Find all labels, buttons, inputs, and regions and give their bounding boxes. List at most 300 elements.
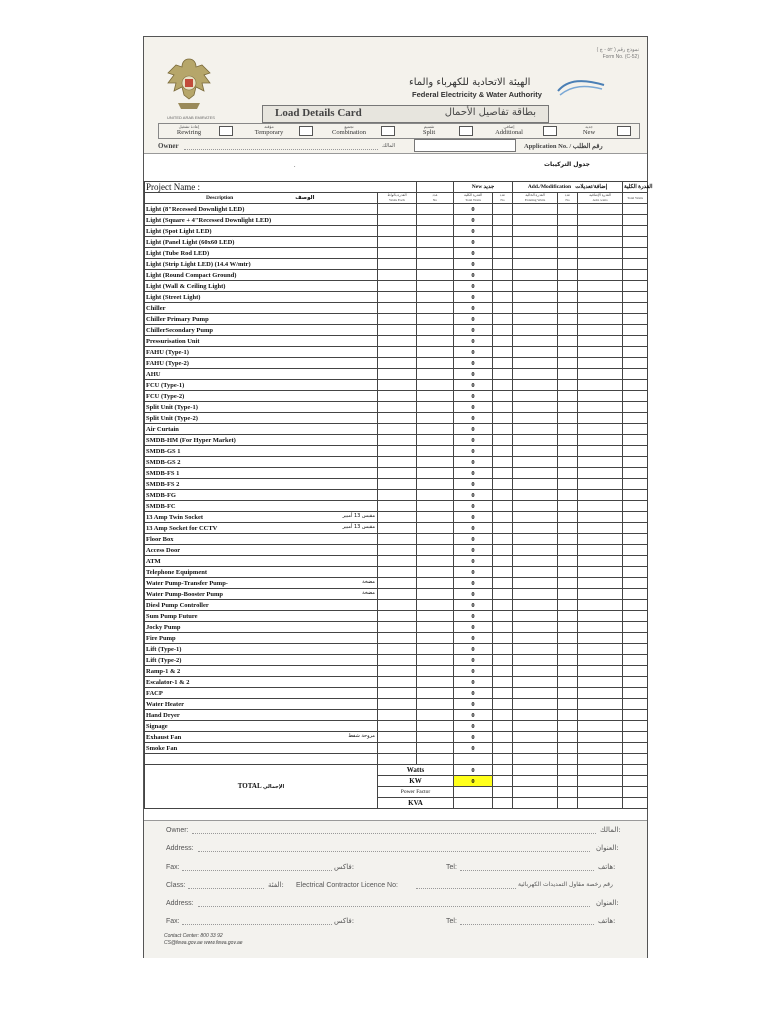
existing-no-cell[interactable] xyxy=(493,314,513,325)
add-no-cell[interactable] xyxy=(558,325,578,336)
existing-no-cell[interactable] xyxy=(493,336,513,347)
new-no-cell[interactable] xyxy=(417,237,454,248)
existing-watts-cell[interactable] xyxy=(513,721,558,732)
add-watts-cell[interactable] xyxy=(578,710,623,721)
watts-each-cell[interactable] xyxy=(378,369,417,380)
new-no-cell[interactable] xyxy=(417,699,454,710)
grand-total-cell[interactable] xyxy=(623,655,648,666)
new-no-cell[interactable] xyxy=(417,336,454,347)
add-watts-cell[interactable] xyxy=(578,457,623,468)
existing-no-cell[interactable] xyxy=(493,270,513,281)
existing-watts-cell[interactable] xyxy=(513,204,558,215)
existing-watts-cell[interactable] xyxy=(513,611,558,622)
watts-each-cell[interactable] xyxy=(378,600,417,611)
new-no-cell[interactable] xyxy=(417,248,454,259)
existing-no-cell[interactable] xyxy=(493,259,513,270)
watts-each-cell[interactable] xyxy=(378,710,417,721)
existing-no-cell[interactable] xyxy=(493,732,513,743)
grand-total-cell[interactable] xyxy=(623,534,648,545)
footer-address2-field[interactable] xyxy=(198,900,590,907)
grand-total-cell[interactable] xyxy=(623,688,648,699)
existing-watts-cell[interactable] xyxy=(513,435,558,446)
existing-no-cell[interactable] xyxy=(493,743,513,754)
existing-no-cell[interactable] xyxy=(493,457,513,468)
add-watts-cell[interactable] xyxy=(578,743,623,754)
grand-total-cell[interactable] xyxy=(623,501,648,512)
watts-each-cell[interactable] xyxy=(378,479,417,490)
grand-total-cell[interactable] xyxy=(623,325,648,336)
add-no-cell[interactable] xyxy=(558,270,578,281)
existing-watts-cell[interactable] xyxy=(513,446,558,457)
watts-each-cell[interactable] xyxy=(378,325,417,336)
existing-watts-cell[interactable] xyxy=(513,512,558,523)
new-no-cell[interactable] xyxy=(417,457,454,468)
watts-each-cell[interactable] xyxy=(378,314,417,325)
add-no-cell[interactable] xyxy=(558,215,578,226)
watts-each-cell[interactable] xyxy=(378,435,417,446)
new-checkbox[interactable] xyxy=(617,126,631,136)
new-no-cell[interactable] xyxy=(417,545,454,556)
existing-no-cell[interactable] xyxy=(493,666,513,677)
new-no-cell[interactable] xyxy=(417,589,454,600)
watts-each-cell[interactable] xyxy=(378,501,417,512)
existing-watts-cell[interactable] xyxy=(513,457,558,468)
existing-watts-cell[interactable] xyxy=(513,633,558,644)
existing-watts-cell[interactable] xyxy=(513,490,558,501)
grand-total-cell[interactable] xyxy=(623,391,648,402)
existing-watts-cell[interactable] xyxy=(513,347,558,358)
new-no-cell[interactable] xyxy=(417,644,454,655)
add-no-cell[interactable] xyxy=(558,347,578,358)
add-watts-cell[interactable] xyxy=(578,699,623,710)
watts-each-cell[interactable] xyxy=(378,391,417,402)
existing-no-cell[interactable] xyxy=(493,215,513,226)
new-no-cell[interactable] xyxy=(417,413,454,424)
watts-each-cell[interactable] xyxy=(378,721,417,732)
existing-watts-cell[interactable] xyxy=(513,666,558,677)
add-watts-cell[interactable] xyxy=(578,303,623,314)
watts-each-cell[interactable] xyxy=(378,468,417,479)
footer-owner-field[interactable] xyxy=(192,827,596,834)
watts-each-cell[interactable] xyxy=(378,523,417,534)
existing-no-cell[interactable] xyxy=(493,303,513,314)
watts-each-cell[interactable] xyxy=(378,424,417,435)
watts-each-cell[interactable] xyxy=(378,512,417,523)
add-no-cell[interactable] xyxy=(558,655,578,666)
existing-no-cell[interactable] xyxy=(493,204,513,215)
existing-no-cell[interactable] xyxy=(493,435,513,446)
add-watts-cell[interactable] xyxy=(578,226,623,237)
owner-field[interactable] xyxy=(184,143,378,150)
add-watts-cell[interactable] xyxy=(578,655,623,666)
watts-each-cell[interactable] xyxy=(378,655,417,666)
existing-watts-cell[interactable] xyxy=(513,479,558,490)
existing-watts-cell[interactable] xyxy=(513,248,558,259)
new-no-cell[interactable] xyxy=(417,303,454,314)
add-no-cell[interactable] xyxy=(558,677,578,688)
watts-each-cell[interactable] xyxy=(378,226,417,237)
grand-total-cell[interactable] xyxy=(623,413,648,424)
add-no-cell[interactable] xyxy=(558,490,578,501)
new-no-cell[interactable] xyxy=(417,435,454,446)
watts-each-cell[interactable] xyxy=(378,358,417,369)
watts-each-cell[interactable] xyxy=(378,677,417,688)
existing-no-cell[interactable] xyxy=(493,721,513,732)
add-watts-cell[interactable] xyxy=(578,369,623,380)
grand-total-cell[interactable] xyxy=(623,545,648,556)
new-no-cell[interactable] xyxy=(417,325,454,336)
watts-each-cell[interactable] xyxy=(378,534,417,545)
add-watts-cell[interactable] xyxy=(578,501,623,512)
new-no-cell[interactable] xyxy=(417,721,454,732)
grand-total-cell[interactable] xyxy=(623,336,648,347)
new-no-cell[interactable] xyxy=(417,710,454,721)
add-no-cell[interactable] xyxy=(558,358,578,369)
existing-no-cell[interactable] xyxy=(493,567,513,578)
existing-no-cell[interactable] xyxy=(493,325,513,336)
existing-watts-cell[interactable] xyxy=(513,325,558,336)
existing-no-cell[interactable] xyxy=(493,446,513,457)
grand-total-cell[interactable] xyxy=(623,611,648,622)
existing-no-cell[interactable] xyxy=(493,633,513,644)
new-no-cell[interactable] xyxy=(417,402,454,413)
new-no-cell[interactable] xyxy=(417,534,454,545)
add-no-cell[interactable] xyxy=(558,303,578,314)
temporary-checkbox[interactable] xyxy=(299,126,313,136)
new-no-cell[interactable] xyxy=(417,743,454,754)
existing-watts-cell[interactable] xyxy=(513,545,558,556)
grand-total-cell[interactable] xyxy=(623,457,648,468)
grand-total-cell[interactable] xyxy=(623,270,648,281)
add-no-cell[interactable] xyxy=(558,314,578,325)
grand-total-cell[interactable] xyxy=(623,435,648,446)
add-watts-cell[interactable] xyxy=(578,512,623,523)
grand-total-cell[interactable] xyxy=(623,490,648,501)
existing-no-cell[interactable] xyxy=(493,622,513,633)
add-no-cell[interactable] xyxy=(558,699,578,710)
existing-no-cell[interactable] xyxy=(493,545,513,556)
footer-tel2-field[interactable] xyxy=(460,918,594,925)
add-watts-cell[interactable] xyxy=(578,666,623,677)
add-watts-cell[interactable] xyxy=(578,292,623,303)
new-no-cell[interactable] xyxy=(417,633,454,644)
add-watts-cell[interactable] xyxy=(578,589,623,600)
add-no-cell[interactable] xyxy=(558,545,578,556)
grand-total-cell[interactable] xyxy=(623,281,648,292)
add-watts-cell[interactable] xyxy=(578,424,623,435)
existing-watts-cell[interactable] xyxy=(513,380,558,391)
watts-each-cell[interactable] xyxy=(378,259,417,270)
existing-watts-cell[interactable] xyxy=(513,468,558,479)
add-watts-cell[interactable] xyxy=(578,259,623,270)
existing-watts-cell[interactable] xyxy=(513,391,558,402)
add-watts-cell[interactable] xyxy=(578,215,623,226)
grand-total-cell[interactable] xyxy=(623,710,648,721)
add-watts-cell[interactable] xyxy=(578,490,623,501)
existing-no-cell[interactable] xyxy=(493,688,513,699)
add-watts-cell[interactable] xyxy=(578,468,623,479)
add-no-cell[interactable] xyxy=(558,710,578,721)
add-no-cell[interactable] xyxy=(558,281,578,292)
existing-watts-cell[interactable] xyxy=(513,644,558,655)
add-watts-cell[interactable] xyxy=(578,600,623,611)
existing-no-cell[interactable] xyxy=(493,391,513,402)
split-checkbox[interactable] xyxy=(459,126,473,136)
add-no-cell[interactable] xyxy=(558,369,578,380)
grand-total-cell[interactable] xyxy=(623,369,648,380)
new-no-cell[interactable] xyxy=(417,369,454,380)
new-no-cell[interactable] xyxy=(417,578,454,589)
watts-each-cell[interactable] xyxy=(378,336,417,347)
existing-no-cell[interactable] xyxy=(493,424,513,435)
existing-watts-cell[interactable] xyxy=(513,336,558,347)
existing-watts-cell[interactable] xyxy=(513,743,558,754)
new-no-cell[interactable] xyxy=(417,490,454,501)
add-no-cell[interactable] xyxy=(558,622,578,633)
watts-each-cell[interactable] xyxy=(378,402,417,413)
grand-total-cell[interactable] xyxy=(623,468,648,479)
add-no-cell[interactable] xyxy=(558,688,578,699)
add-watts-cell[interactable] xyxy=(578,688,623,699)
grand-total-cell[interactable] xyxy=(623,204,648,215)
new-no-cell[interactable] xyxy=(417,204,454,215)
grand-total-cell[interactable] xyxy=(623,446,648,457)
grand-total-cell[interactable] xyxy=(623,556,648,567)
watts-each-cell[interactable] xyxy=(378,215,417,226)
grand-total-cell[interactable] xyxy=(623,732,648,743)
grand-total-cell[interactable] xyxy=(623,600,648,611)
footer-licence-field[interactable] xyxy=(416,882,516,889)
existing-no-cell[interactable] xyxy=(493,710,513,721)
add-watts-cell[interactable] xyxy=(578,556,623,567)
existing-watts-cell[interactable] xyxy=(513,622,558,633)
add-watts-cell[interactable] xyxy=(578,611,623,622)
watts-each-cell[interactable] xyxy=(378,292,417,303)
new-no-cell[interactable] xyxy=(417,215,454,226)
add-watts-cell[interactable] xyxy=(578,677,623,688)
add-no-cell[interactable] xyxy=(558,336,578,347)
watts-each-cell[interactable] xyxy=(378,270,417,281)
existing-watts-cell[interactable] xyxy=(513,281,558,292)
new-no-cell[interactable] xyxy=(417,556,454,567)
add-watts-cell[interactable] xyxy=(578,358,623,369)
add-no-cell[interactable] xyxy=(558,611,578,622)
existing-no-cell[interactable] xyxy=(493,402,513,413)
grand-total-cell[interactable] xyxy=(623,743,648,754)
add-no-cell[interactable] xyxy=(558,556,578,567)
grand-total-cell[interactable] xyxy=(623,303,648,314)
existing-watts-cell[interactable] xyxy=(513,523,558,534)
add-no-cell[interactable] xyxy=(558,468,578,479)
footer-fax2-field[interactable] xyxy=(182,918,332,925)
add-no-cell[interactable] xyxy=(558,721,578,732)
existing-watts-cell[interactable] xyxy=(513,567,558,578)
grand-total-cell[interactable] xyxy=(623,259,648,270)
watts-each-cell[interactable] xyxy=(378,666,417,677)
add-watts-cell[interactable] xyxy=(578,534,623,545)
new-no-cell[interactable] xyxy=(417,677,454,688)
existing-no-cell[interactable] xyxy=(493,589,513,600)
add-no-cell[interactable] xyxy=(558,292,578,303)
watts-each-cell[interactable] xyxy=(378,281,417,292)
grand-total-cell[interactable] xyxy=(623,567,648,578)
existing-no-cell[interactable] xyxy=(493,369,513,380)
new-no-cell[interactable] xyxy=(417,600,454,611)
existing-no-cell[interactable] xyxy=(493,655,513,666)
watts-each-cell[interactable] xyxy=(378,457,417,468)
new-no-cell[interactable] xyxy=(417,468,454,479)
add-no-cell[interactable] xyxy=(558,380,578,391)
existing-watts-cell[interactable] xyxy=(513,677,558,688)
existing-no-cell[interactable] xyxy=(493,237,513,248)
add-no-cell[interactable] xyxy=(558,589,578,600)
existing-no-cell[interactable] xyxy=(493,556,513,567)
add-no-cell[interactable] xyxy=(558,578,578,589)
combination-checkbox[interactable] xyxy=(381,126,395,136)
add-watts-cell[interactable] xyxy=(578,644,623,655)
add-no-cell[interactable] xyxy=(558,424,578,435)
existing-no-cell[interactable] xyxy=(493,413,513,424)
watts-each-cell[interactable] xyxy=(378,743,417,754)
watts-each-cell[interactable] xyxy=(378,699,417,710)
watts-each-cell[interactable] xyxy=(378,204,417,215)
new-no-cell[interactable] xyxy=(417,270,454,281)
new-no-cell[interactable] xyxy=(417,292,454,303)
existing-no-cell[interactable] xyxy=(493,226,513,237)
existing-watts-cell[interactable] xyxy=(513,534,558,545)
new-no-cell[interactable] xyxy=(417,688,454,699)
footer-class-field[interactable] xyxy=(188,882,264,889)
existing-no-cell[interactable] xyxy=(493,292,513,303)
existing-watts-cell[interactable] xyxy=(513,589,558,600)
grand-total-cell[interactable] xyxy=(623,358,648,369)
grand-total-cell[interactable] xyxy=(623,666,648,677)
watts-each-cell[interactable] xyxy=(378,545,417,556)
existing-no-cell[interactable] xyxy=(493,248,513,259)
existing-no-cell[interactable] xyxy=(493,677,513,688)
existing-no-cell[interactable] xyxy=(493,578,513,589)
new-no-cell[interactable] xyxy=(417,622,454,633)
add-watts-cell[interactable] xyxy=(578,523,623,534)
grand-total-cell[interactable] xyxy=(623,215,648,226)
existing-watts-cell[interactable] xyxy=(513,303,558,314)
add-no-cell[interactable] xyxy=(558,435,578,446)
existing-no-cell[interactable] xyxy=(493,523,513,534)
new-no-cell[interactable] xyxy=(417,567,454,578)
existing-watts-cell[interactable] xyxy=(513,699,558,710)
watts-each-cell[interactable] xyxy=(378,688,417,699)
existing-watts-cell[interactable] xyxy=(513,226,558,237)
add-watts-cell[interactable] xyxy=(578,281,623,292)
new-no-cell[interactable] xyxy=(417,512,454,523)
grand-total-cell[interactable] xyxy=(623,237,648,248)
add-no-cell[interactable] xyxy=(558,391,578,402)
new-no-cell[interactable] xyxy=(417,347,454,358)
watts-each-cell[interactable] xyxy=(378,413,417,424)
watts-each-cell[interactable] xyxy=(378,567,417,578)
grand-total-cell[interactable] xyxy=(623,523,648,534)
grand-total-cell[interactable] xyxy=(623,589,648,600)
add-no-cell[interactable] xyxy=(558,600,578,611)
grand-total-cell[interactable] xyxy=(623,402,648,413)
existing-watts-cell[interactable] xyxy=(513,424,558,435)
existing-no-cell[interactable] xyxy=(493,358,513,369)
existing-watts-cell[interactable] xyxy=(513,501,558,512)
grand-total-cell[interactable] xyxy=(623,578,648,589)
existing-no-cell[interactable] xyxy=(493,490,513,501)
existing-no-cell[interactable] xyxy=(493,600,513,611)
existing-no-cell[interactable] xyxy=(493,347,513,358)
add-watts-cell[interactable] xyxy=(578,435,623,446)
existing-no-cell[interactable] xyxy=(493,534,513,545)
add-watts-cell[interactable] xyxy=(578,622,623,633)
add-watts-cell[interactable] xyxy=(578,237,623,248)
grand-total-cell[interactable] xyxy=(623,644,648,655)
add-no-cell[interactable] xyxy=(558,413,578,424)
grand-total-cell[interactable] xyxy=(623,424,648,435)
watts-each-cell[interactable] xyxy=(378,578,417,589)
add-watts-cell[interactable] xyxy=(578,402,623,413)
existing-no-cell[interactable] xyxy=(493,699,513,710)
watts-each-cell[interactable] xyxy=(378,556,417,567)
new-no-cell[interactable] xyxy=(417,424,454,435)
grand-total-cell[interactable] xyxy=(623,226,648,237)
add-watts-cell[interactable] xyxy=(578,732,623,743)
add-no-cell[interactable] xyxy=(558,633,578,644)
watts-each-cell[interactable] xyxy=(378,347,417,358)
add-no-cell[interactable] xyxy=(558,457,578,468)
existing-watts-cell[interactable] xyxy=(513,655,558,666)
existing-watts-cell[interactable] xyxy=(513,600,558,611)
add-no-cell[interactable] xyxy=(558,732,578,743)
new-no-cell[interactable] xyxy=(417,259,454,270)
grand-total-cell[interactable] xyxy=(623,677,648,688)
footer-fax-field[interactable] xyxy=(182,864,332,871)
existing-no-cell[interactable] xyxy=(493,512,513,523)
watts-each-cell[interactable] xyxy=(378,380,417,391)
existing-no-cell[interactable] xyxy=(493,611,513,622)
watts-each-cell[interactable] xyxy=(378,611,417,622)
existing-watts-cell[interactable] xyxy=(513,578,558,589)
new-no-cell[interactable] xyxy=(417,380,454,391)
add-watts-cell[interactable] xyxy=(578,325,623,336)
existing-watts-cell[interactable] xyxy=(513,413,558,424)
watts-each-cell[interactable] xyxy=(378,589,417,600)
watts-each-cell[interactable] xyxy=(378,732,417,743)
new-no-cell[interactable] xyxy=(417,358,454,369)
add-watts-cell[interactable] xyxy=(578,446,623,457)
footer-address-field[interactable] xyxy=(198,845,590,852)
existing-watts-cell[interactable] xyxy=(513,237,558,248)
new-no-cell[interactable] xyxy=(417,655,454,666)
existing-watts-cell[interactable] xyxy=(513,259,558,270)
existing-watts-cell[interactable] xyxy=(513,688,558,699)
existing-no-cell[interactable] xyxy=(493,281,513,292)
existing-no-cell[interactable] xyxy=(493,644,513,655)
add-no-cell[interactable] xyxy=(558,743,578,754)
add-no-cell[interactable] xyxy=(558,226,578,237)
new-no-cell[interactable] xyxy=(417,666,454,677)
new-no-cell[interactable] xyxy=(417,479,454,490)
watts-each-cell[interactable] xyxy=(378,633,417,644)
new-no-cell[interactable] xyxy=(417,314,454,325)
watts-each-cell[interactable] xyxy=(378,248,417,259)
new-no-cell[interactable] xyxy=(417,281,454,292)
add-watts-cell[interactable] xyxy=(578,347,623,358)
existing-watts-cell[interactable] xyxy=(513,402,558,413)
grand-total-cell[interactable] xyxy=(623,699,648,710)
add-watts-cell[interactable] xyxy=(578,479,623,490)
